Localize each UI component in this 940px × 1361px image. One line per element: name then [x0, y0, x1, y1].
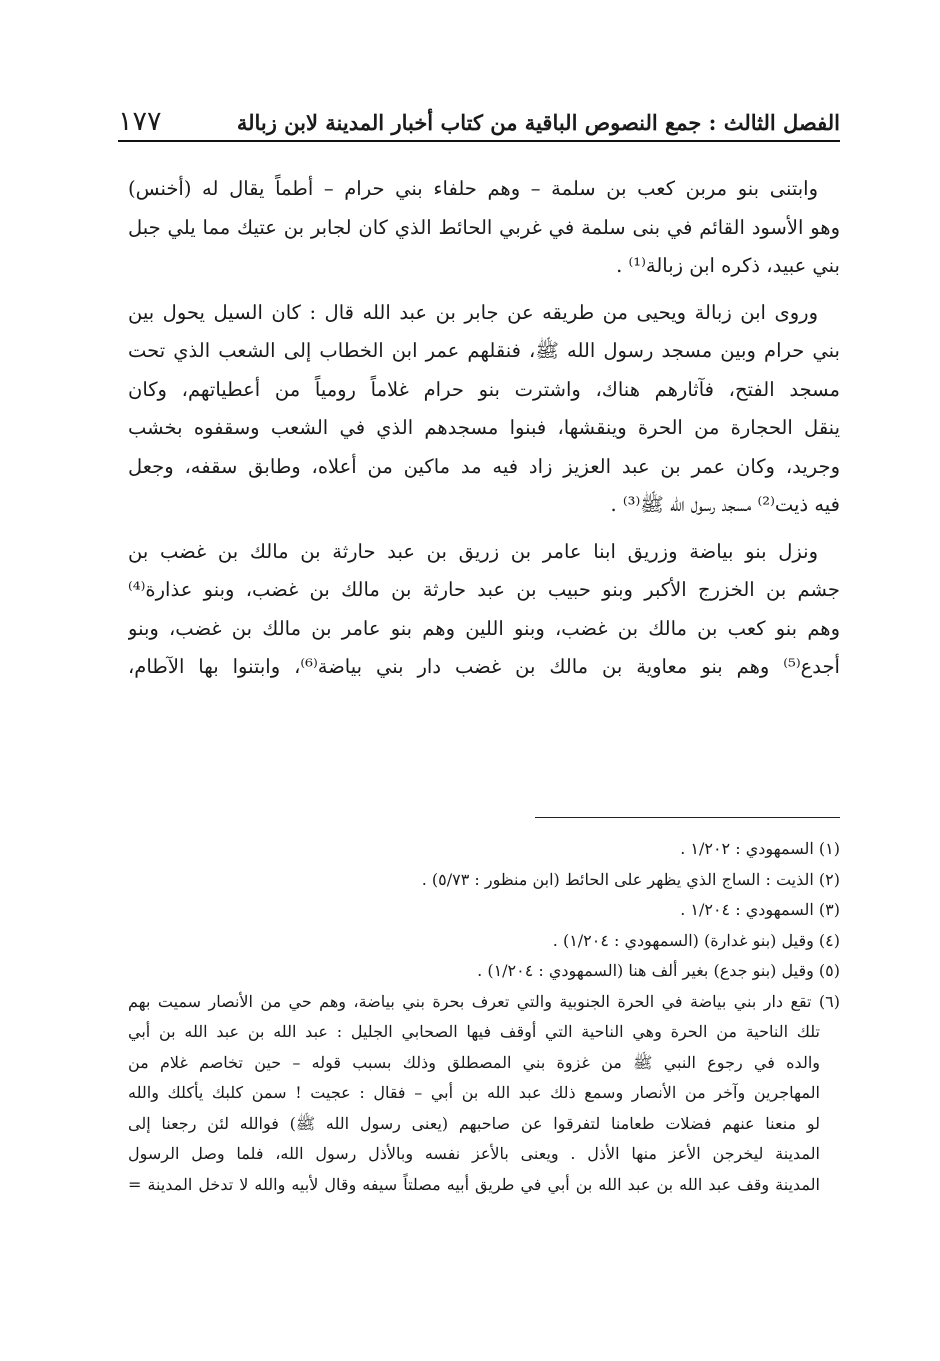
- text-line: ينقل الحجارة من الحرة وينقشها، فبنوا مسجدهم الذي في الشعب وسقفوه بخشب: [128, 416, 840, 439]
- footnote-6-line: (٦) تقع دار بني بياضة في الحرة الجنوبية والتي تعرف بحرة بني بياضة، وهم حي من الأنصار سميت بهم: [128, 991, 840, 1011]
- footnote-6-line: المدينة ليخرجن الأعز منها الأذل . ويعنى بالأعز نفسه وبالأذل رسول الله، فلما وصل الرسول: [128, 1144, 820, 1163]
- page-number: ١٧٧: [118, 106, 162, 137]
- text-line: ونزل بنو بياضة وزريق ابنا عامر بن زريق بن عبد حارثة بن مالك بن غضب بن: [128, 539, 818, 563]
- footnote-1: (١) السمهودي : ١/٢٠٢ .: [680, 839, 840, 858]
- footnote-6-line: المدينة وقف عبد الله بن عبد الله بن أبي في طريق أبيه مصلتاً سيفه وقال لأبيه والله لا تدخل المدينة =: [128, 1174, 821, 1194]
- main-text: [128, 170, 840, 687]
- page-header: [118, 100, 840, 142]
- footnote-6-line: تلك الناحية من الحرة وهي الناحية التي أوقف فيها الصحابي الجليل : عبد الله بن عبد الله بن أبي: [128, 1022, 820, 1041]
- footnote-6-line: لو منعنا عنهم فضلات طعامنا لتفرقوا عن صاحبهم (يعنى رسول الله ﷺ) فوالله لئن رجعنا إلى: [128, 1113, 820, 1133]
- text-line: فيه ذيت⁽²⁾ مسجد رسول الله ﷺ⁽³⁾ .: [610, 493, 840, 516]
- text-line: وابتنى بنو مربن كعب بن سلمة – وهم حلفاء بني حرام – أطماً يقال له (أخنس): [128, 177, 818, 200]
- footnotes: [128, 834, 840, 1200]
- text-line: بني حرام وبين مسجد رسول الله ﷺ، فنقلهم عمر ابن الخطاب إلى الشعب الذي تحت: [128, 339, 840, 362]
- text-line: وهو الأسود القائم في بنى سلمة في غربي الحائط الذي كان لجابر بن عتيك مما يلي جبل: [128, 215, 840, 239]
- text-line: وروى ابن زبالة ويحيى من طريقه عن جابر بن عبد الله قال : كان السيل يحول بين: [128, 300, 818, 324]
- footnote-3: (٣) السمهودي : ١/٢٠٤ .: [680, 900, 840, 919]
- footnote-6-line: المهاجرين وآخر من الأنصار وسمع ذلك عبد الله بن أبي – فقال : عجيت ! سمن كلبك يأكلك والله: [128, 1083, 820, 1102]
- footnote-separator: [535, 817, 840, 818]
- text-line: وهم بنو كعب بن مالك بن غضب، وبنو اللين وهم بنو عامر بن مالك بن غضب، وبنو: [128, 616, 840, 640]
- running-title: الفصل الثالث : جمع النصوص الباقية من كتاب أخبار المدينة لابن زبالة: [236, 110, 840, 135]
- text-line: جشم بن الخزرج الأكبر وبنو حبيب بن عبد حارثة بن مالك بن غضب، وبنو عذارة⁽⁴⁾: [128, 578, 840, 601]
- footnote-2: (٢) الذيت : الساج الذي يظهر على الحائط (ابن منظور : ٥/٧٣) .: [421, 869, 840, 889]
- text-line: أجدع⁽⁵⁾ وهم بنو معاوية بن مالك بن غضب دار بني بياضة⁽⁶⁾، وابتنوا بها الآطام،: [128, 655, 840, 678]
- text-line: مسجد الفتح، فآثارهم هناك، واشترت بنو حرام غلاماً رومياً من أعطياتهم، وكان: [128, 377, 840, 401]
- text-line: وجريد، وكان عمر بن عبد العزيز زاد فيه مد ماكين من أعلاه، وطابق سقفه، وجعل: [128, 454, 840, 478]
- text-line: بني عبيد، ذكره ابن زبالة⁽¹⁾ .: [616, 254, 840, 277]
- footnote-6-line: والده في رجوع النبي ﷺ من غزوة بني المصطلق وذلك بسبب قوله – حين تخاصم غلام من: [128, 1052, 820, 1072]
- footnote-4: (٤) وقيل (بنو غدارة) (السمهودي : ١/٢٠٤) .: [552, 930, 840, 950]
- footnote-5: (٥) وقيل (بنو جدع) بغير ألف هنا (السمهودي : ١/٢٠٤) .: [477, 961, 840, 980]
